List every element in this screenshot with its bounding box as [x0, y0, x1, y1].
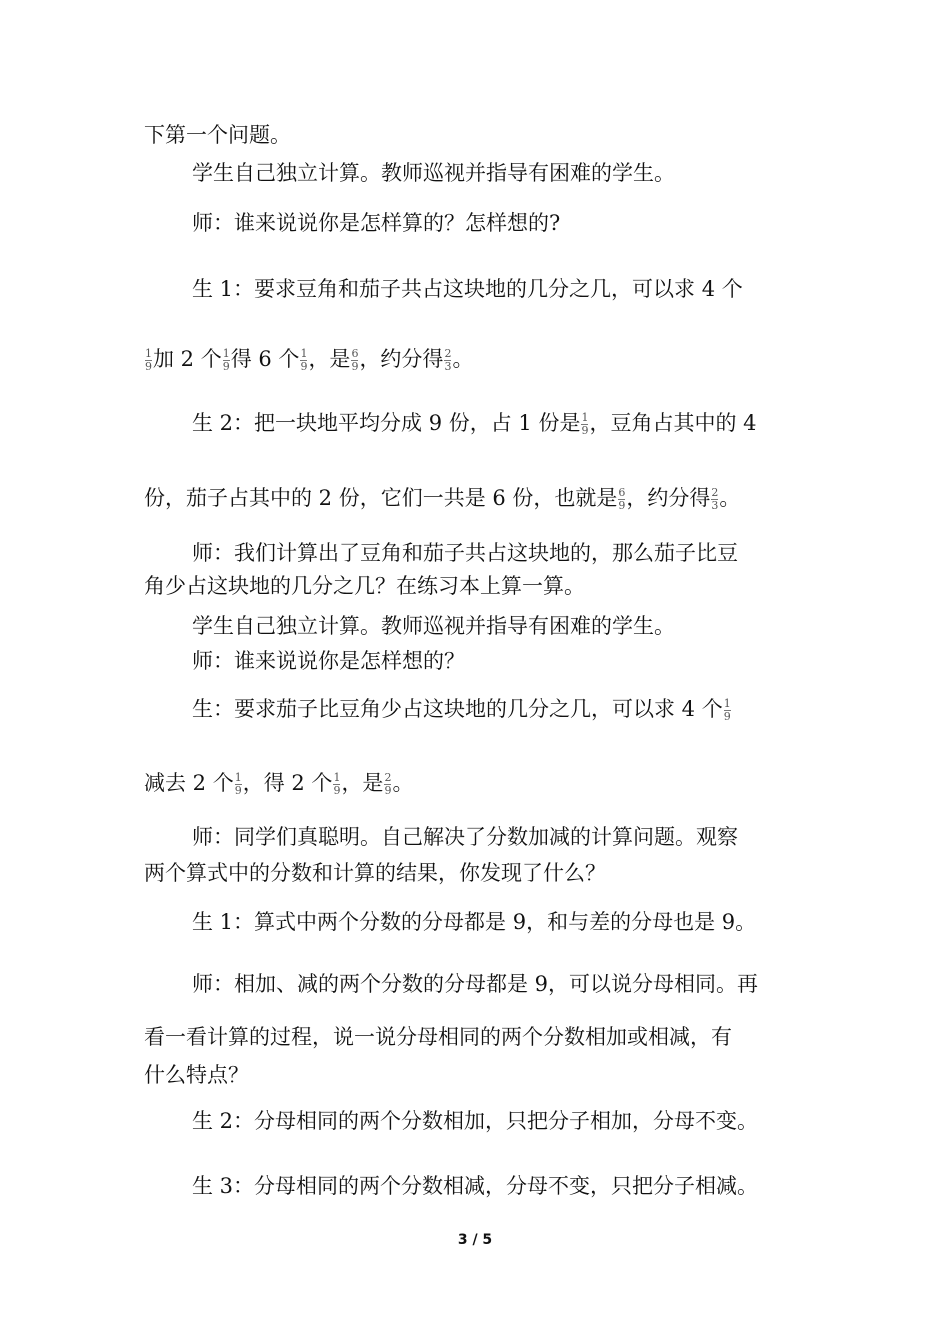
- text-line: [144, 483, 740, 513]
- fraction: $\frac{1}{9}$: [723, 697, 731, 723]
- fraction: $\frac{1}{9}$: [234, 771, 242, 797]
- text-segment: 加 2 个: [153, 347, 222, 371]
- text-segment: 。: [719, 486, 741, 510]
- text-line: 生 3：分母相同的两个分数相减，分母不变，只把分子相减。: [192, 1174, 759, 1198]
- page-number: 3 / 5: [457, 1232, 493, 1248]
- fraction: $\frac{2}{9}$: [384, 771, 392, 797]
- text-line: [144, 768, 413, 798]
- text-line: [192, 694, 732, 724]
- fraction: $\frac{1}{9}$: [222, 347, 230, 373]
- text-line: 师：相加、减的两个分数的分母都是 9，可以说分母相同。再: [192, 972, 759, 996]
- fraction: $\frac{2}{3}$: [711, 486, 719, 512]
- text-segment: ，约分得: [626, 486, 711, 510]
- text-line: 学生自己独立计算。教师巡视并指导有困难的学生。: [192, 161, 675, 185]
- fraction: $\frac{6}{9}$: [351, 347, 359, 373]
- text-line: 师：谁来说说你是怎样想的？: [192, 649, 465, 673]
- text-segment: ，约分得: [359, 347, 444, 371]
- text-line: 生 1：算式中两个分数的分母都是 9，和与差的分母也是 9。: [192, 910, 757, 934]
- text-line: 生 2：分母相同的两个分数相加，只把分子相加，分母不变。: [192, 1109, 759, 1133]
- fraction: $\frac{2}{3}$: [444, 347, 452, 373]
- text-segment: ，得 2 个: [242, 771, 333, 795]
- text-line: 看一看计算的过程，说一说分母相同的两个分数相加或相减，有: [144, 1025, 732, 1049]
- text-segment: ，是: [341, 771, 384, 795]
- text-segment: 生：要求茄子比豆角少占这块地的几分之几，可以求 4 个: [192, 697, 723, 721]
- text-line: [192, 408, 757, 438]
- text-line: 师：同学们真聪明。自己解决了分数加减的计算问题。观察: [192, 825, 738, 849]
- text-segment: 生 2：把一块地平均分成 9 份，占 1 份是: [192, 411, 581, 435]
- fraction: $\frac{1}{9}$: [333, 771, 341, 797]
- text-segment: 份，茄子占其中的 2 份，它们一共是 6 份，也就是: [144, 486, 618, 510]
- text-segment: ，是: [308, 347, 351, 371]
- text-line: 什么特点？: [144, 1063, 249, 1087]
- text-segment: 得 6 个: [230, 347, 300, 371]
- fraction: $\frac{6}{9}$: [618, 486, 626, 512]
- text-segment: 。: [392, 771, 414, 795]
- text-line: 生 1：要求豆角和茄子共占这块地的几分之几，可以求 4 个: [192, 277, 743, 301]
- text-line: 两个算式中的分数和计算的结果，你发现了什么？: [144, 861, 606, 885]
- text-line: 角少占这块地的几分之几？在练习本上算一算。: [144, 574, 585, 598]
- fraction: $\frac{1}{9}$: [300, 347, 308, 373]
- text-line: 学生自己独立计算。教师巡视并指导有困难的学生。: [192, 614, 675, 638]
- text-segment: ，豆角占其中的 4: [589, 411, 757, 435]
- fraction: $\frac{1}{9}$: [581, 411, 589, 437]
- text-line: [144, 344, 473, 374]
- text-line: 师：谁来说说你是怎样算的？怎样想的?: [192, 211, 561, 235]
- text-line: 师：我们计算出了豆角和茄子共占这块地的，那么茄子比豆: [192, 541, 738, 565]
- text-segment: 。: [452, 347, 474, 371]
- text-line: 下第一个问题。: [144, 123, 291, 147]
- fraction: $\frac{1}{9}$: [145, 347, 152, 373]
- text-segment: 减去 2 个: [144, 771, 234, 795]
